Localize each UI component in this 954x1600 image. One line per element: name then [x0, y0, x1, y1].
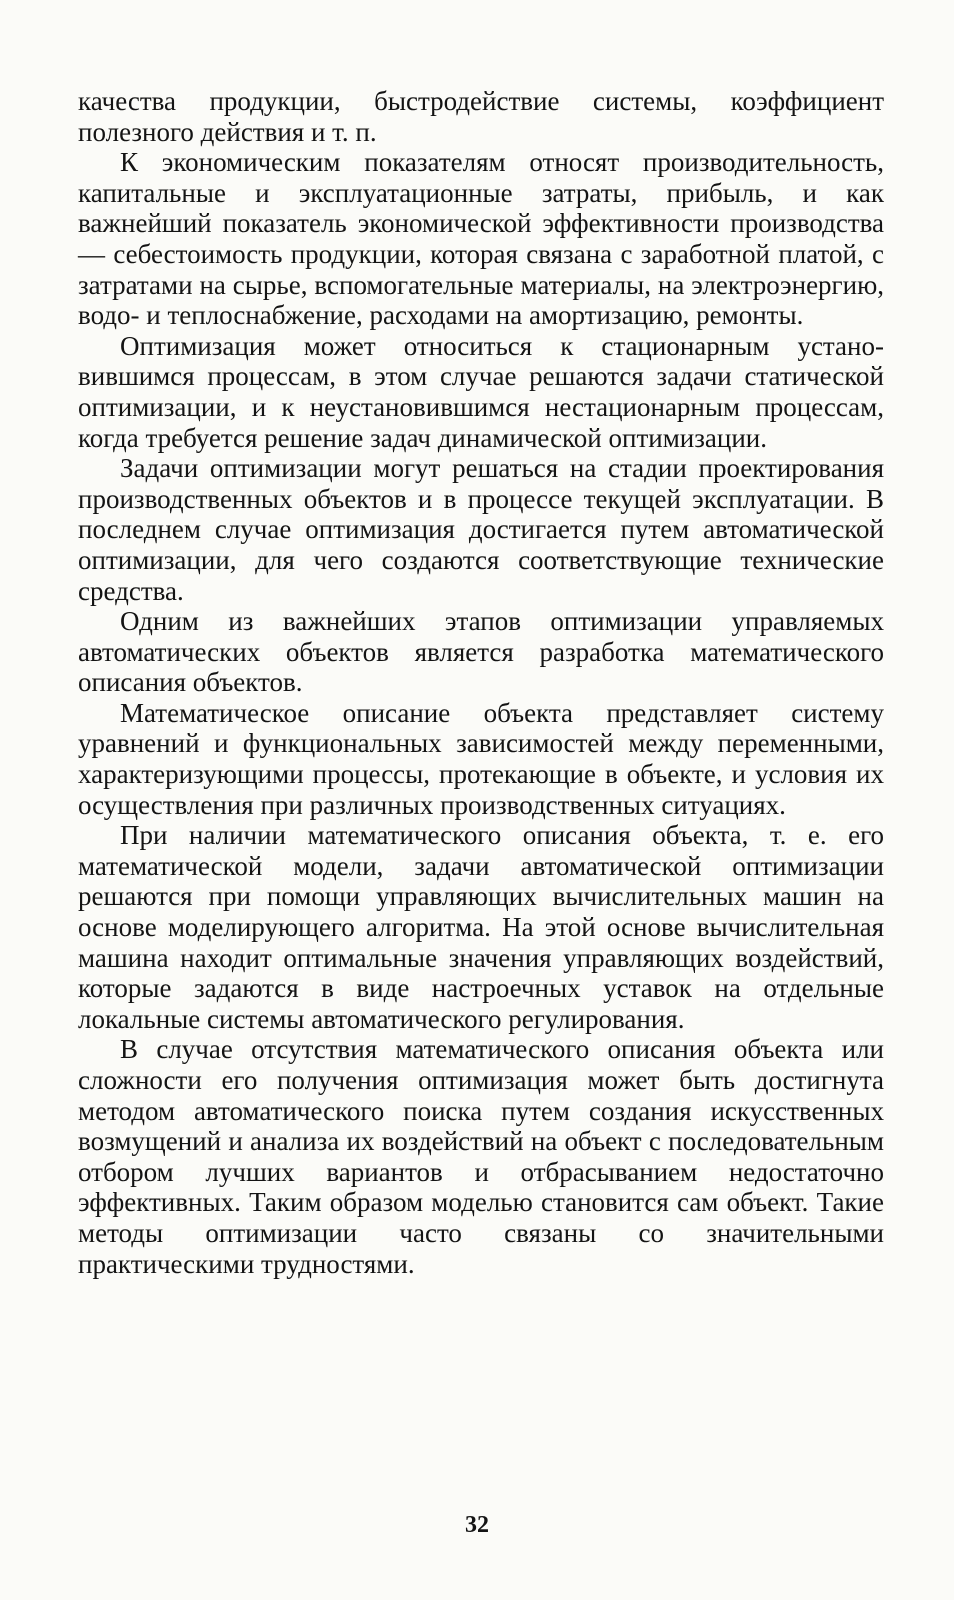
- paragraph-mathematical-model: При наличии математического описания объекта, т. е. его математической модели, задачи автоматической оптимизации решаются при помощи управляющих вычислительных машин на основе моделирующего алгоритма. На этой основе вычислительная машина находит оптимальные значения управляющих воздействий, которые задаются в виде настроечных уставок на отдельные локальные системы автоматического регулирования.: [78, 820, 884, 1034]
- paragraph-automatic-search: В случае отсутствия математического описания объекта или сложности его получения оптимизация может быть достигнута методом автоматического поиска путем создания искусственных возмущений и анализа их воздействий на объект с последовательным отбором лучших вариантов и отбрасыванием недостаточно эффективных. Таким образом моделью становится сам объект. Такие методы оптимизации часто связаны со значительными практическими трудностями.: [78, 1034, 884, 1279]
- paragraph-continued: качества продукции, быстродействие системы, коэффициент полезного действия и т. п.: [78, 86, 884, 147]
- paragraph-mathematical-description-definition: Математическое описание объекта представляет систему уравнений и функциональных зависимостей между переменными, характеризующими процессы, протекающие в объекте, и условия их осуществления при различных производственных ситуациях.: [78, 697, 884, 820]
- paragraph-design-and-operation: Задачи оптимизации могут решаться на стадии проектирования производственных объектов и в процессе текущей эксплуатации. В последнем случае оптимизация достигается путем автоматической оптимизации, для чего создаются соответствующие технические средства.: [78, 453, 884, 606]
- paragraph-mathematical-description-stage: Одним из важнейших этапов оптимизации управляемых автоматических объектов является разработка математического описания объектов.: [78, 606, 884, 698]
- page-number: 32: [465, 1512, 489, 1538]
- body-text: [78, 86, 884, 1279]
- paragraph-static-dynamic-optimization: Оптимизация может относиться к стационарным установившимся процессам, в этом случае решаются задачи статической оптимизации, и к неустановившимся нестационарным процессам, когда требуется решение задач динамической оптимизации.: [78, 330, 884, 453]
- paragraph-economic-indicators: К экономическим показателям относят производительность, капитальные и эксплуатационные затраты, прибыль, и как важнейший показатель экономической эффективности производства — себестоимость продукции, которая связана с заработной платой, с затратами на сырье, вспомогательные материалы, на электроэнергию, водо- и теплоснабжение, расходами на амортизацию, ремонты.: [78, 147, 884, 331]
